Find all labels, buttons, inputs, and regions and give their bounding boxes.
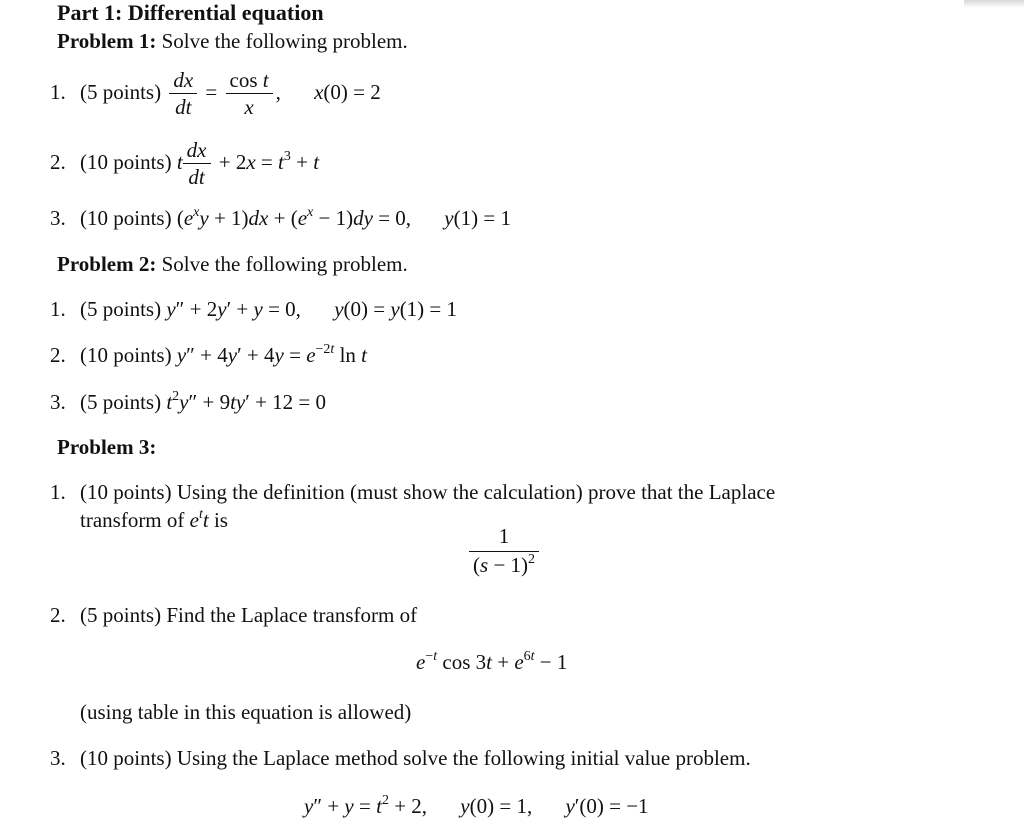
problem-2-intro: Solve the following problem. [161, 252, 408, 276]
equation: $\frac{dx}{dt}$ = $\frac{\text{cos t}}{x}$ , x(0) = 2 [166, 80, 380, 104]
problem-1-header [57, 31, 408, 52]
item-points: (10 points) [80, 206, 172, 230]
p3-item-1 [50, 482, 775, 503]
item-number: 3. [50, 206, 66, 230]
part-title: Part 1: Differential equation [57, 0, 324, 25]
equation: $t^2y'' + 9ty' + 12 = 0$ [166, 389, 327, 414]
item-number: 2. [50, 343, 66, 367]
p3-item-2-note: (using table in this equation is allowed) [80, 700, 412, 724]
p1-item-3 [50, 205, 511, 230]
item-points: (5 points) [80, 390, 162, 414]
p3-item-2 [50, 605, 417, 626]
p1-item-1 [50, 70, 381, 118]
equation: $y'' + 4y' + 4y = e^{-2t}$ ln t [176, 342, 367, 367]
item-text: Find the Laplace transform of [166, 603, 418, 627]
item-points: (5 points) [80, 603, 162, 627]
item-points: (5 points) [80, 79, 162, 104]
page-edge-shadow [964, 0, 1024, 8]
problem-3-heading: Problem 3: [57, 435, 157, 459]
item-number: 2. [50, 149, 66, 174]
problem-1-heading: Problem 1: [57, 29, 157, 53]
item-points: (10 points) [80, 343, 172, 367]
p3-item-3 [50, 748, 751, 769]
item-number: 1. [50, 297, 66, 321]
problem-2-heading: Problem 2: [57, 252, 157, 276]
item-points: (10 points) [80, 480, 172, 504]
item-points: (10 points) [80, 149, 172, 174]
item-text: Using the definition (must show the calculation) prove that the Laplace [176, 480, 776, 504]
item-number: 1. [50, 480, 66, 504]
item-points: (5 points) [80, 297, 162, 321]
p2-item-2 [50, 342, 367, 367]
inline-math: $e^tt$ is [189, 507, 228, 532]
problem-1-intro: Solve the following problem. [161, 29, 408, 53]
p1-item-2 [50, 140, 319, 188]
item-text-cont: transform of [80, 508, 185, 532]
p3-item-1-cont [80, 507, 228, 532]
item-text: Using the Laplace method solve the following initial value problem. [176, 746, 751, 770]
laplace-result-fraction: $\frac{1}{(s - 1)^2}$ [466, 526, 542, 576]
item-points: (10 points) [80, 746, 172, 770]
item-number: 1. [50, 79, 66, 104]
equation: y″ + 2y′ + y = 0, y(0) = y(1) = 1 [166, 297, 458, 321]
p3-item-3-equation: $y'' + y = t^2 + 2$, y(0) = 1, y′(0) = −1 [304, 793, 649, 818]
item-number: 2. [50, 603, 66, 627]
problem-2-header [57, 254, 408, 275]
p2-item-1 [50, 299, 457, 320]
equation: $(e^xy + 1)dx + (e^x - 1)dy = 0$, y(1) = 1 [176, 205, 511, 230]
equation: t $\frac{dx}{dt}$ + $2x = t^3 + t$ [176, 138, 320, 189]
p3-item-2-expression: $e^{-t}$ $\cos 3t + e^{6t} - 1$ [416, 649, 568, 674]
item-number: 3. [50, 746, 66, 770]
item-number: 3. [50, 390, 66, 414]
p2-item-3 [50, 389, 327, 414]
